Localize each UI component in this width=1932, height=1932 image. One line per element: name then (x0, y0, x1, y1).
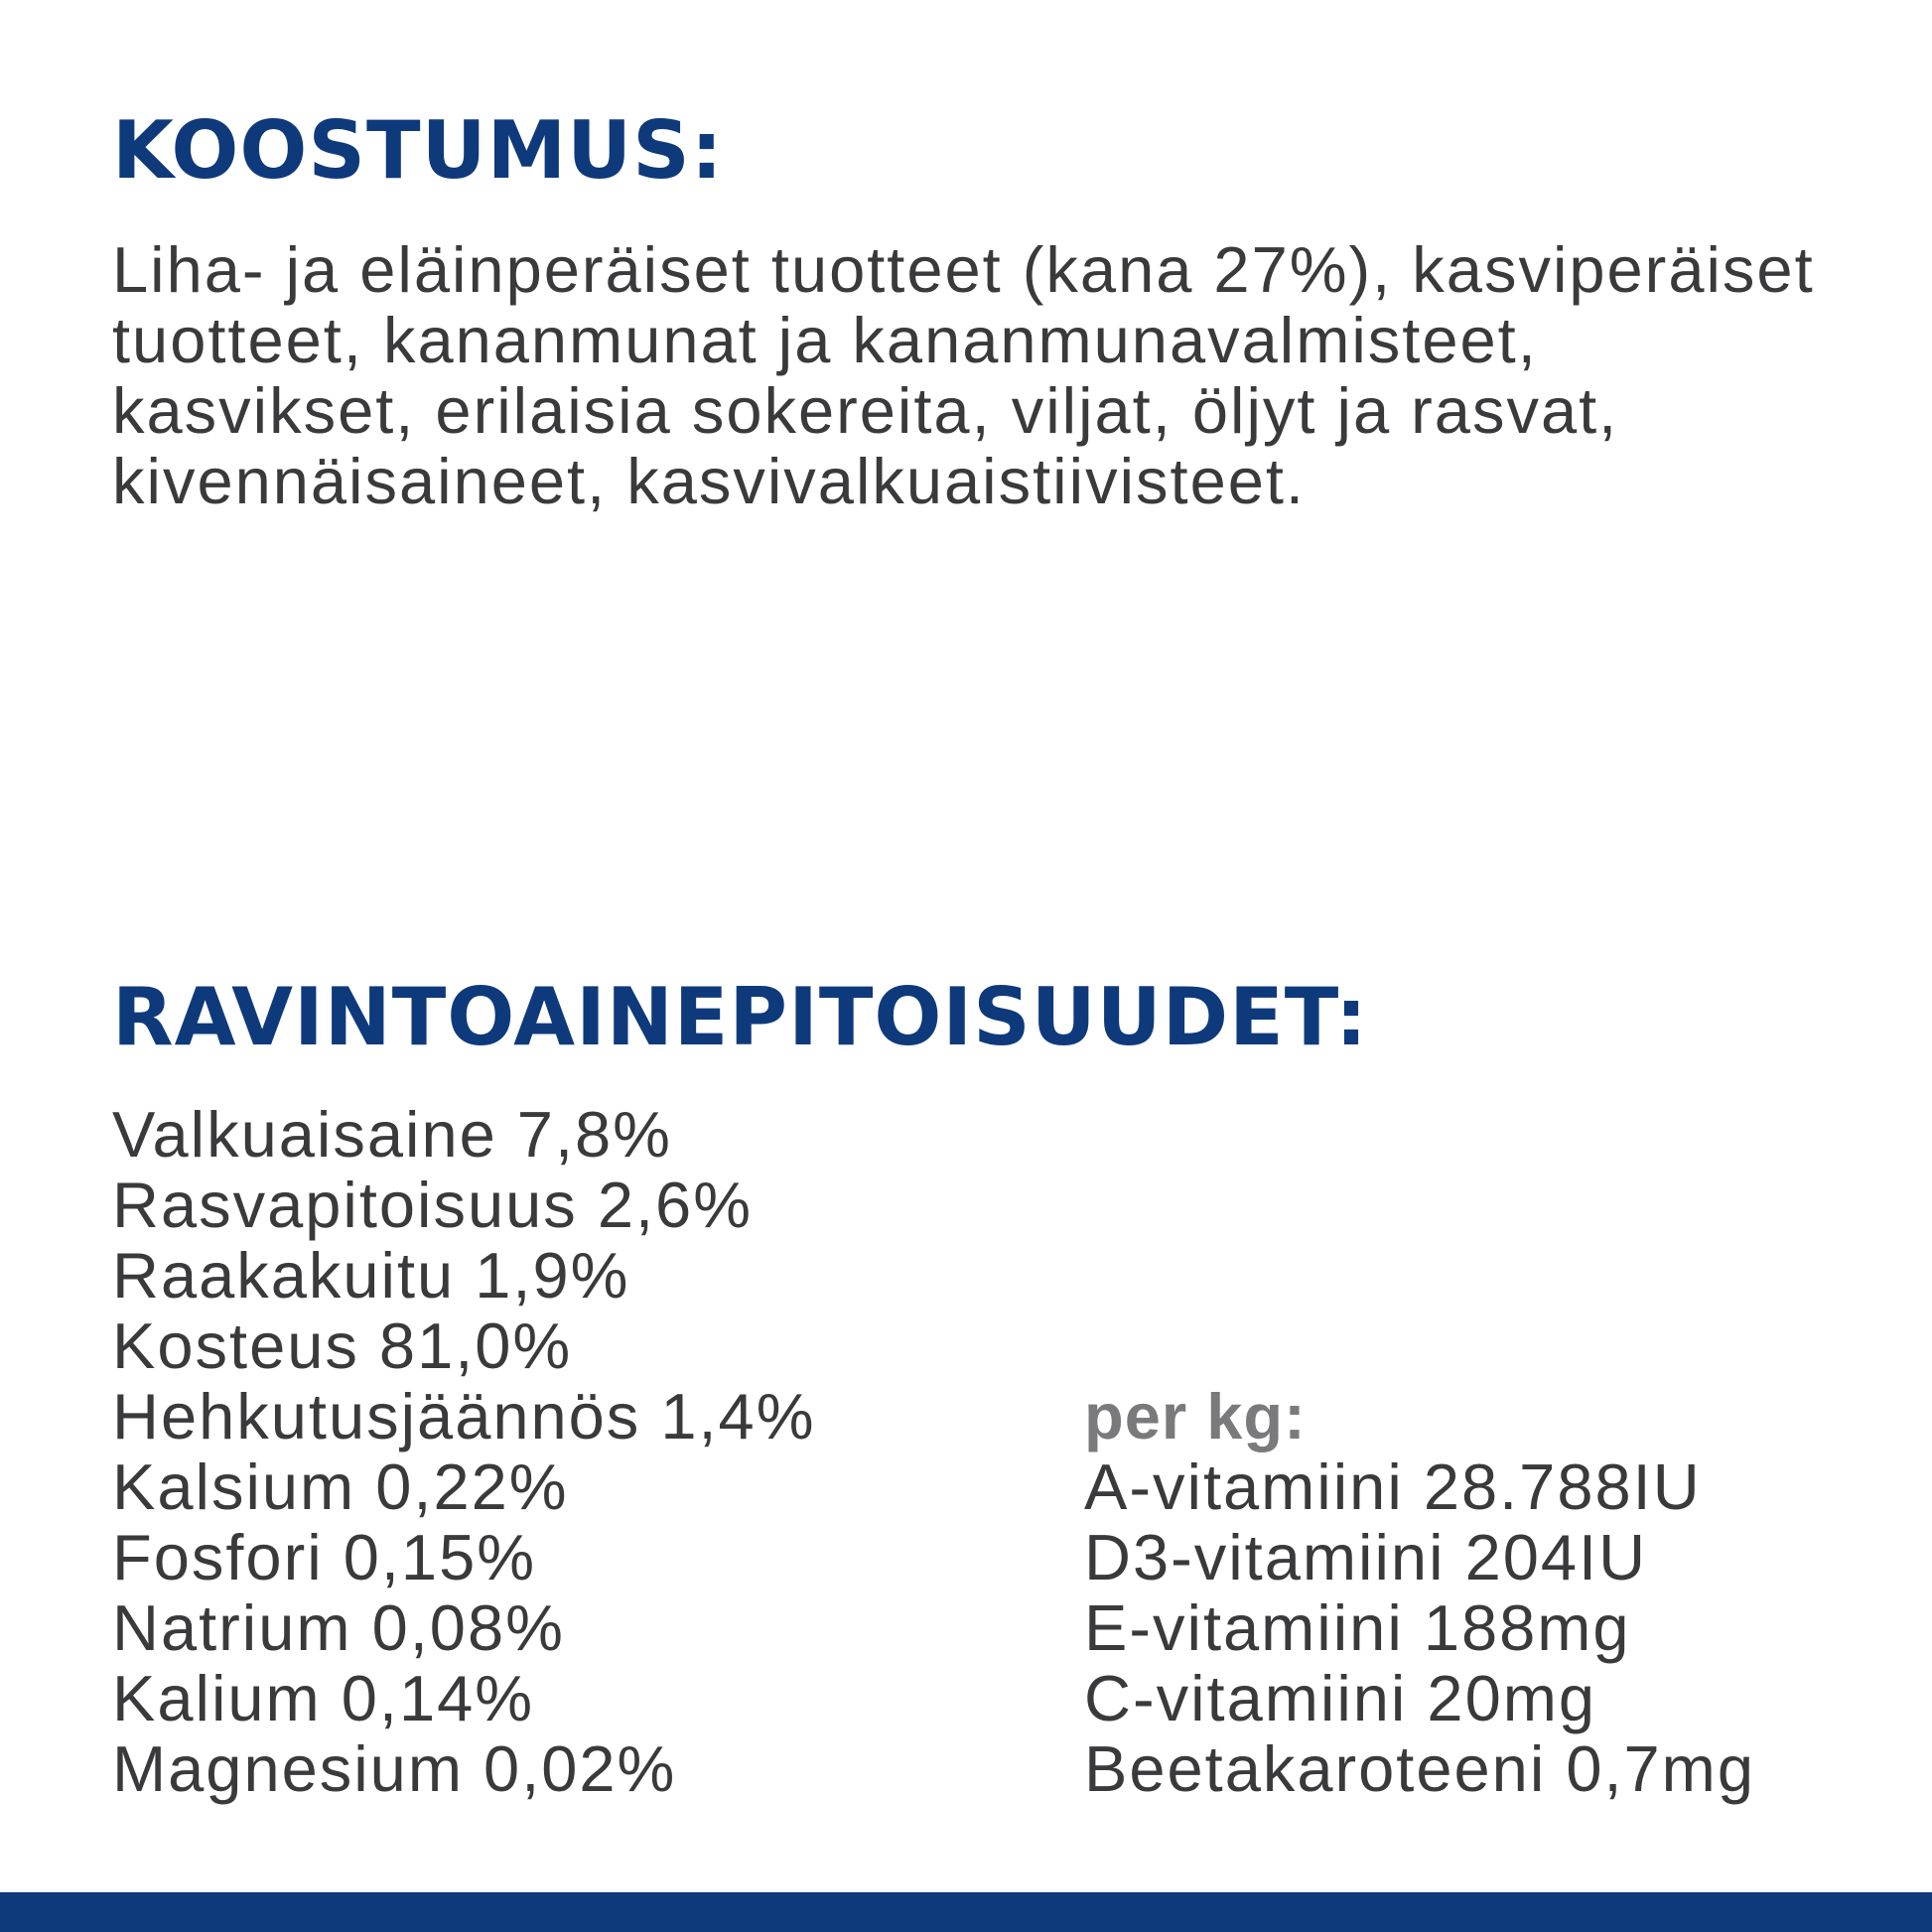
nutrient-item: Valkuaisaine 7,8% (112, 1098, 672, 1171)
vitamin-list (1084, 1451, 1755, 1804)
vitamin-item: A-vitamiini 28.788IU (1084, 1450, 1702, 1523)
vitamin-item: Beetakaroteeni 0,7mg (1084, 1732, 1755, 1805)
nutrient-item: Natrium 0,08% (112, 1591, 565, 1664)
nutrient-item: Kalsium 0,22% (112, 1450, 569, 1523)
nutrient-item: Fosfori 0,15% (112, 1521, 537, 1593)
nutrient-item: Hehkutusjäännös 1,4% (112, 1380, 816, 1452)
composition-heading: KOOSTUMUS: (112, 104, 724, 197)
bottom-brand-bar (0, 1892, 1932, 1932)
vitamin-block (1084, 1381, 1755, 1804)
nutrient-item: Raakakuitu 1,9% (112, 1239, 630, 1311)
nutrient-item: Kalium 0,14% (112, 1662, 535, 1734)
composition-text: Liha- ja eläinperäiset tuotteet (kana 27%), kasviperäiset tuotteet, kananmunat ja kananmunavalmisteet, kasvikset, erilaisia sokereita, viljat, öljyt ja rasvat, kivennäisaineet, kasvivalkuaistiivisteet. (112, 233, 1815, 517)
nutrients-heading: RAVINTOAINEPITOISUUDET: (112, 971, 1368, 1063)
nutrient-item: Kosteus 81,0% (112, 1310, 573, 1382)
nutrient-list (112, 1099, 816, 1804)
nutrient-item: Magnesium 0,02% (112, 1732, 677, 1805)
vitamin-item: E-vitamiini 188mg (1084, 1591, 1631, 1664)
per-kg-label: per kg: (1084, 1380, 1307, 1452)
vitamin-item: C-vitamiini 20mg (1084, 1662, 1597, 1734)
nutrient-item: Rasvapitoisuus 2,6% (112, 1169, 753, 1241)
vitamin-item: D3-vitamiini 204IU (1084, 1521, 1648, 1593)
